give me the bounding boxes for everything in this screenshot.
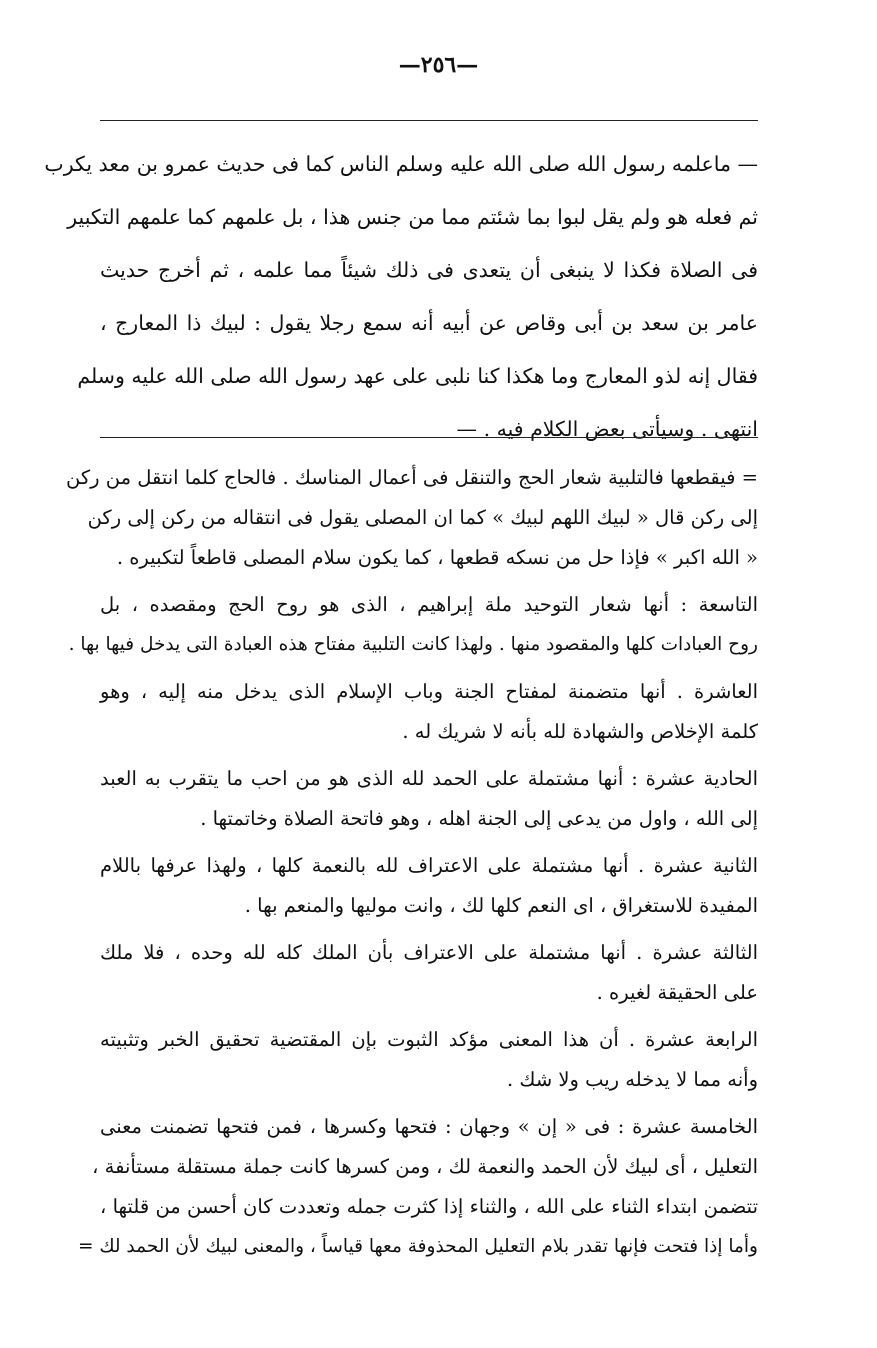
text-line: الثانية عشرة . أنها مشتملة على الاعتراف لله بالنعمة كلها ، ولهذا عرفها باللام bbox=[100, 854, 758, 877]
text-line: إلى ركن قال « لبيك اللهم لبيك » كما ان المصلى يقول فى انتقاله من ركن إلى ركن bbox=[87, 506, 758, 529]
footnote-bottom-rule bbox=[100, 437, 758, 438]
text-line: كلمة الإخلاص والشهادة لله بأنه لا شريك له . bbox=[402, 720, 758, 743]
paragraph-thirteenth bbox=[100, 933, 758, 1013]
main-text bbox=[65, 458, 758, 1274]
footnote-line: ثم فعله هو ولم يقل لبوا بما شئتم مما من جنس هذا ، بل علمهم كما علمهم التكبير bbox=[67, 205, 758, 229]
paragraph-twelfth bbox=[100, 846, 758, 926]
text-line: العاشرة . أنها متضمنة لمفتاح الجنة وباب الإسلام الذى يدخل منه إليه ، وهو bbox=[100, 680, 758, 703]
footnote-line: انتهى . وسيأتى بعض الكلام فيه . — bbox=[456, 417, 758, 441]
text-line: = فيقطعها فالتلبية شعار الحج والتنقل فى أعمال المناسك . فالحاج كلما انتقل من ركن bbox=[65, 466, 758, 489]
paragraph-eleventh bbox=[100, 759, 758, 839]
text-line: الثالثة عشرة . أنها مشتملة على الاعتراف بأن الملك كله لله وحده ، فلا ملك bbox=[100, 941, 758, 964]
footnote-line: عامر بن سعد بن أبى وقاص عن أبيه أنه سمع رجلا يقول : لبيك ذا المعارج ، bbox=[100, 311, 758, 335]
text-line: وأنه مما لا يدخله ريب ولا شك . bbox=[506, 1068, 758, 1091]
paragraph-fourteenth bbox=[100, 1020, 758, 1100]
text-line: إلى الله ، واول من يدعى إلى الجنة اهله ، وهو فاتحة الصلاة وخاتمتها . bbox=[200, 807, 758, 830]
footnote-top-rule bbox=[100, 120, 758, 121]
text-line: « الله اكبر » فإذا حل من نسكه قطعها ، كما يكون سلام المصلى قاطعاً لتكبيره . bbox=[116, 546, 758, 569]
text-line: الحادية عشرة : أنها مشتملة على الحمد لله الذى هو من احب ما يتقرب به العبد bbox=[100, 767, 758, 790]
text-line: على الحقيقة لغيره . bbox=[596, 981, 758, 1004]
footnote-line: — ماعلمه رسول الله صلى الله عليه وسلم الناس كما فى حديث عمرو بن معد يكرب bbox=[44, 152, 758, 176]
text-line: وأما إذا فتحت فإنها تقدر بلام التعليل المحذوفة معها قياساً ، والمعنى لبيك لأن الحمد لك = bbox=[77, 1236, 758, 1257]
text-line: التعليل ، أى لبيك لأن الحمد والنعمة لك ، ومن كسرها كانت جملة مستقلة مستأنفة ، bbox=[92, 1155, 758, 1178]
text-line: الخامسة عشرة : فى « إن » وجهان : فتحها وكسرها ، فمن فتحها تضمنت معنى bbox=[100, 1115, 758, 1138]
text-line: التاسعة : أنها شعار التوحيد ملة إبراهيم ، الذى هو روح الحج ومقصده ، بل bbox=[100, 593, 758, 616]
footnote-block bbox=[44, 138, 758, 456]
paragraph-ninth bbox=[68, 585, 758, 665]
text-line: المفيدة للاستغراق ، اى النعم كلها لك ، وانت موليها والمنعم بها . bbox=[244, 894, 758, 917]
text-line: روح العبادات كلها والمقصود منها . ولهذا كانت التلبية مفتاح هذه العبادة التى يدخل فيها بها . bbox=[68, 634, 758, 655]
paragraph-tenth bbox=[100, 672, 758, 752]
text-line: الرابعة عشرة . أن هذا المعنى مؤكد الثبوت بإن المقتضية تحقيق الخبر وتثبيته bbox=[100, 1028, 758, 1051]
page-number: —٢٥٦— bbox=[398, 52, 479, 78]
paragraph-fifteenth bbox=[77, 1107, 758, 1267]
footnote-line: فى الصلاة فكذا لا ينبغى أن يتعدى فى ذلك شيئاً مما علمه ، ثم أخرج حديث bbox=[100, 258, 758, 282]
paragraph-continuation bbox=[65, 458, 758, 578]
text-line: تتضمن ابتداء الثناء على الله ، والثناء إذا كثرت جمله وتعددت كان أحسن من قلتها ، bbox=[100, 1195, 758, 1218]
footnote-line: فقال إنه لذو المعارج وما هكذا كنا نلبى على عهد رسول الله صلى الله عليه وسلم bbox=[77, 364, 758, 388]
